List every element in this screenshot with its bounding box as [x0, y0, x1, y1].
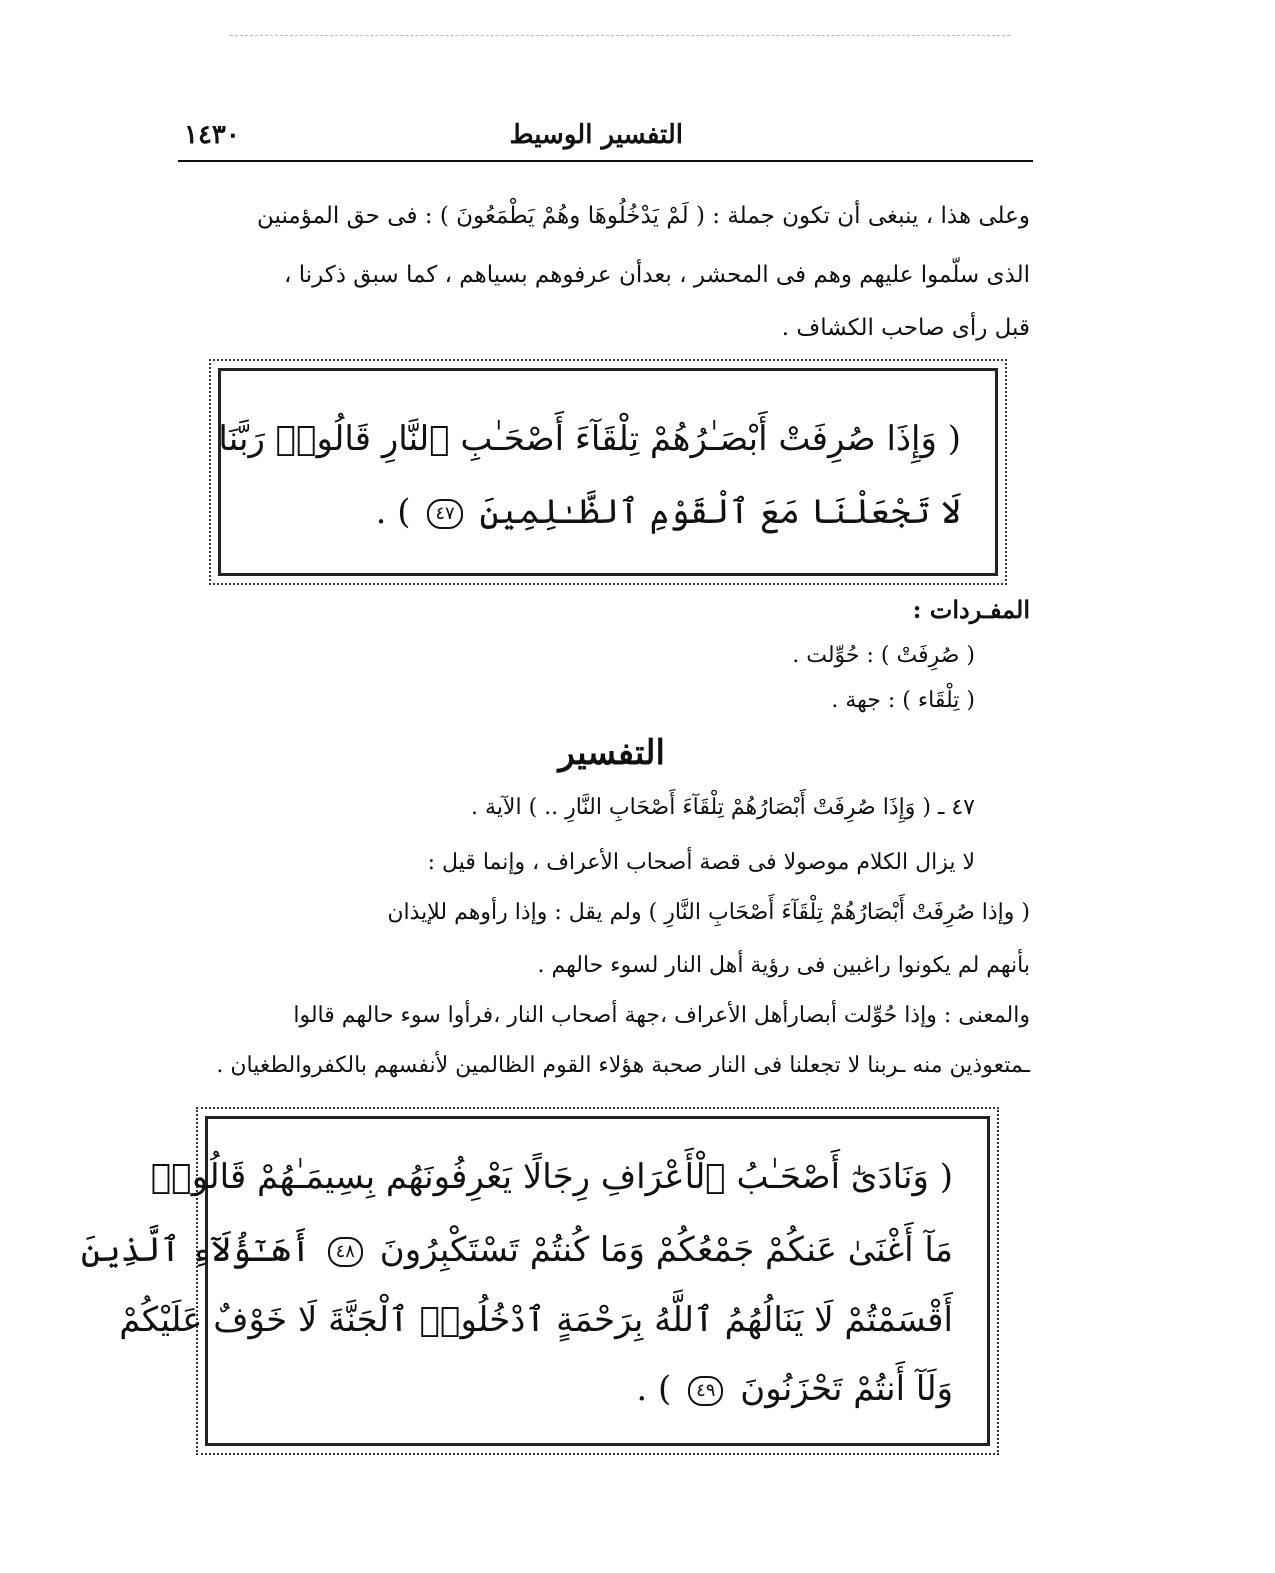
tafsir-line-4: بأنهم لم يكونوا راغبين فى رؤية أهل النار لسوء حالهم . — [537, 953, 1030, 978]
vocab-item-1: ( صُرِفَتْ ) : حُوِّلت . — [792, 643, 975, 668]
vocab-label: المفـردات : — [912, 595, 1030, 624]
tafsir-line-2: لا يزال الكلام موصولا فى قصة أصحاب الأعراف ، وإنما قيل : — [427, 850, 975, 875]
quran-verse-box-48-49 — [80, 1116, 990, 1446]
intro-line-2: الذى سلّموا عليهم وهم فى المحشر ، بعدأن عرفوهم بسياهم ، كما سبق ذكرنا ، — [283, 262, 1030, 288]
tafsir-line-3: ( وإذا صُرِفَتْ أَبْصَارُهُمْ تِلْقَآءَ أَصْحَابِ النَّارِ ) ولم يقل : وإذا رأوهم للإيذان — [387, 900, 1030, 925]
header-rule — [178, 160, 1033, 162]
verse-47-line-1: ( وَإِذَا صُرِفَتْ أَبْصَـٰرُهُمْ تِلْقَآءَ أَصْحَـٰبِ ٱلنَّارِ قَالُوا۟ رَبَّنَا — [218, 419, 961, 459]
intro-line-1: وعلى هذا ، ينبغى أن تكون جملة : ( لَمْ يَدْخُلُوهَا وهُمْ يَطْمَعُونَ ) : فى حق المؤمنين — [257, 203, 1030, 229]
quran-verse-box-47 — [218, 368, 998, 576]
tafsir-line-1: ٤٧ ـ ( وَإِذَا صُرِفَتْ أَبْصَارُهُمْ تِلْقَآءَ أَصْحَابِ النَّارِ .. ) الآية . — [471, 795, 975, 820]
verse-49-start: أَهَـٰٓؤُلَآءِ ٱلَّذِينَ — [80, 1230, 311, 1270]
verse-49-line-3: أَقْسَمْتُمْ لَا يَنَالُهُمُ ٱللَّهُ بِرَحْمَةٍ ٱدْخُلُوا۟ ٱلْجَنَّةَ لَا خَوْفٌ عَلَيْكُمْ — [119, 1300, 953, 1340]
vocab-item-2: ( تِلْقَاء ) : جهة . — [831, 688, 975, 713]
tafsir-line-6: ـمتعوذين منه ـربنا لا تجعلنا فى النار صحبة هؤلاء القوم الظالمين لأنفسهم بالكفروالطغيان . — [216, 1053, 1030, 1078]
verse-47-text: لَا تَجْعَلْنَا مَعَ ٱلْقَوْمِ ٱلظَّـٰلِمِينَ — [479, 492, 961, 532]
verse-48-line-1: ( وَنَادَىٰٓ أَصْحَـٰبُ ٱلْأَعْرَافِ رِجَالًا يَعْرِفُونَهُم بِسِيمَـٰهُمْ قَالُوا۟ — [150, 1157, 953, 1197]
verse-48-text: مَآ أَغْنَىٰ عَنكُمْ جَمْعُكُمْ وَمَا كُنتُمْ تَسْتَكْبِرُونَ — [379, 1230, 953, 1270]
ayah-number-48: ٤٨ — [328, 1237, 363, 1267]
running-title: التفسير الوسيط — [509, 120, 683, 150]
verse-47-close: ) . — [375, 492, 411, 532]
tafsir-line-5: والمعنى : وإذا حُوِّلت أبصارأهل الأعراف ،جهة أصحاب النار ،فرأوا سوء حالهم قالوا — [293, 1003, 1030, 1028]
intro-line-3: قبل رأى صاحب الكشاف . — [781, 315, 1030, 341]
scan-artifact-line — [230, 35, 1010, 37]
verse-49-line-4 — [242, 1369, 953, 1409]
verse-49-text: وَلَآ أَنتُمْ تَحْزَنُونَ — [740, 1369, 953, 1409]
verse-49-close: ) . — [636, 1369, 672, 1409]
ayah-number-47: ٤٧ — [427, 499, 462, 529]
ayah-number-49: ٤٩ — [688, 1376, 723, 1406]
verse-47-line-2 — [255, 491, 961, 532]
page-header — [178, 112, 1033, 160]
verse-48-line-2 — [80, 1229, 953, 1270]
page-number: ١٤٣٠ — [184, 120, 240, 150]
tafsir-heading: التفسير — [558, 733, 665, 773]
